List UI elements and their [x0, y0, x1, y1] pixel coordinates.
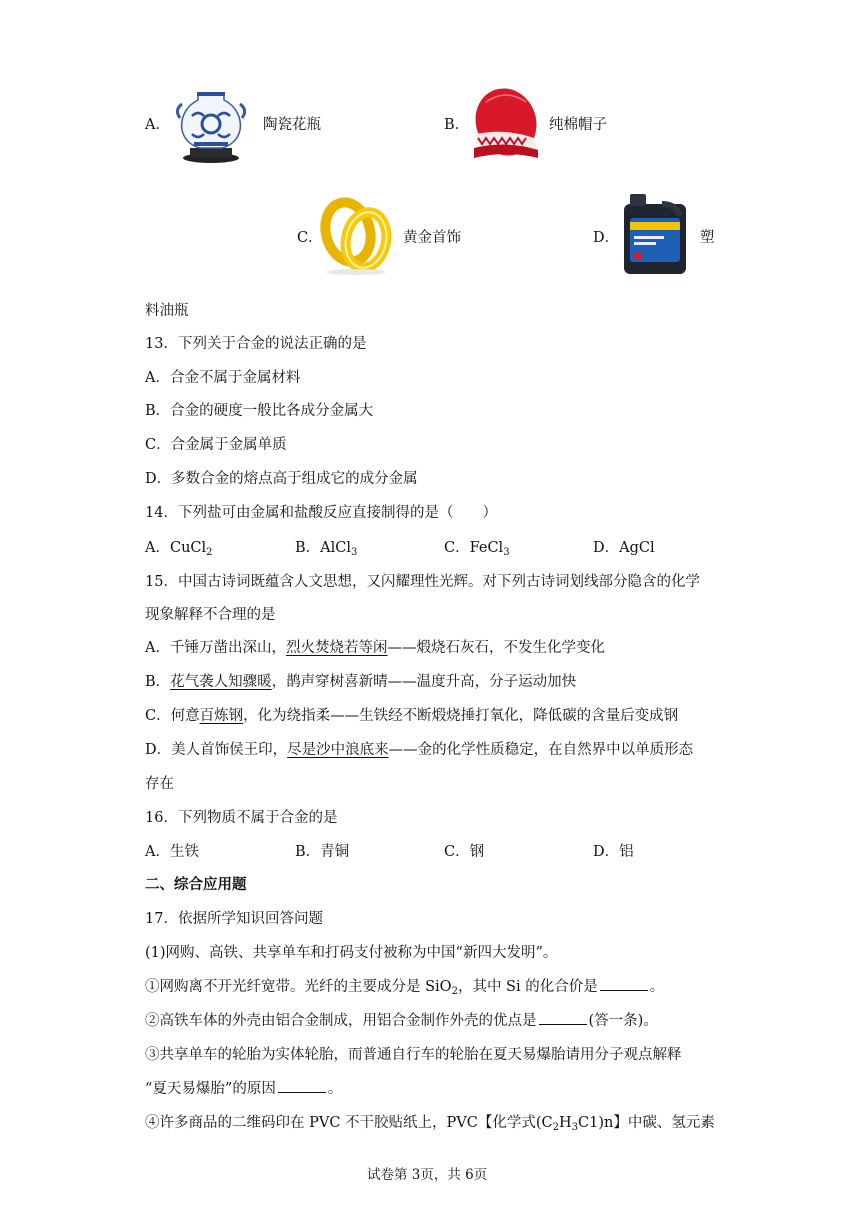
- q16-option-d: D．铝: [593, 844, 634, 860]
- q17-stem: 17．依据所学知识回答问题: [145, 911, 323, 927]
- q15-option-c: C．何意百炼钢，化为绕指柔——生铁经不断煅烧捶打氧化，降低碳的含量后变成钢: [145, 708, 679, 724]
- section-heading: 二、综合应用题: [145, 876, 247, 893]
- answer-blank[interactable]: [278, 1078, 326, 1093]
- q13-option-a: A．合金不属于金属材料: [145, 370, 301, 386]
- q15-stem-line2: 现象解释不合理的是: [145, 607, 276, 623]
- q14-option-d: D．AgCl: [593, 540, 655, 556]
- q14-option-b: B．AlCl$_3$: [295, 540, 358, 558]
- plastic-oil-bottle-icon: [618, 190, 692, 276]
- answer-blank[interactable]: [539, 1010, 587, 1025]
- q15-option-d: D．美人首饰侯王印，尽是沙中浪底来——金的化学性质稳定，在自然界中以单质形态: [145, 742, 694, 758]
- q15-option-d-line2: 存在: [145, 776, 174, 792]
- q13-option-b: B．合金的硬度一般比各成分金属大: [145, 403, 374, 419]
- page-footer: 试卷第 3页，共 6页: [367, 1167, 488, 1183]
- q13-option-c: C．合金属于金属单质: [145, 437, 287, 453]
- option-c-text: 黄金首饰: [403, 230, 461, 246]
- q15-option-a: A．千锤万凿出深山，烈火焚烧若等闲——煅烧石灰石，不发生化学变化: [145, 640, 605, 656]
- cotton-hat-icon: [466, 82, 544, 164]
- answer-blank[interactable]: [600, 976, 648, 991]
- q14-option-a: A．CuCl$_2$: [145, 540, 213, 558]
- q17-sub1: ①网购离不开光纤宽带。光纤的主要成分是 SiO$_2$，其中 Si 的化合价是 。: [145, 975, 664, 996]
- q17-part1: (1)网购、高铁、共享单车和打码支付被称为中国“新四大发明”。: [145, 945, 558, 961]
- q14-stem: 14．下列盐可由金属和盐酸反应直接制得的是（ ）: [145, 505, 497, 521]
- q16-option-b: B．青铜: [295, 844, 350, 860]
- option-a-letter: A．: [145, 117, 170, 133]
- q17-sub4: ④许多商品的二维码印在 PVC 不干胶贴纸上，PVC【化学式$(C_2H_3C1)n$】中碳、氢元素: [145, 1115, 715, 1133]
- q16-option-c: C．钢: [444, 844, 485, 860]
- q12-continuation: 料油瓶: [145, 303, 189, 319]
- q16-stem: 16．下列物质不属于合金的是: [145, 810, 338, 826]
- q16-option-a: A．生铁: [145, 844, 199, 860]
- q13-option-d: D．多数合金的熔点高于组成它的成分金属: [145, 471, 418, 487]
- option-d-letter: D．: [593, 230, 620, 246]
- option-d-text: 塑: [700, 230, 715, 246]
- option-a-text: 陶瓷花瓶: [263, 117, 321, 133]
- option-b-letter: B．: [444, 117, 470, 133]
- q17-sub3-line1: ③共享单车的轮胎为实体轮胎，而普通自行车的轮胎在夏天易爆胎请用分子观点解释: [145, 1047, 682, 1063]
- gold-rings-icon: [316, 192, 396, 276]
- porcelain-vase-icon: [170, 82, 252, 164]
- q15-option-b: B．花气袭人知骤暖，鹊声穿树喜新晴——温度升高，分子运动加快: [145, 674, 577, 690]
- option-c-letter: C．: [297, 230, 323, 246]
- q13-stem: 13．下列关于合金的说法正确的是: [145, 336, 367, 352]
- q17-sub3-line2: “夏天易爆胎”的原因 。: [145, 1077, 342, 1098]
- q14-option-c: C．FeCl$_3$: [444, 540, 510, 558]
- option-b-text: 纯棉帽子: [549, 117, 607, 133]
- q15-stem-line1: 15．中国古诗词既蕴含人文思想，又闪耀理性光辉。对下列古诗词划线部分隐含的化学: [145, 574, 700, 590]
- q17-sub2: ②高铁车体的外壳由铝合金制成，用铝合金制作外壳的优点是 (答一条)。: [145, 1009, 658, 1030]
